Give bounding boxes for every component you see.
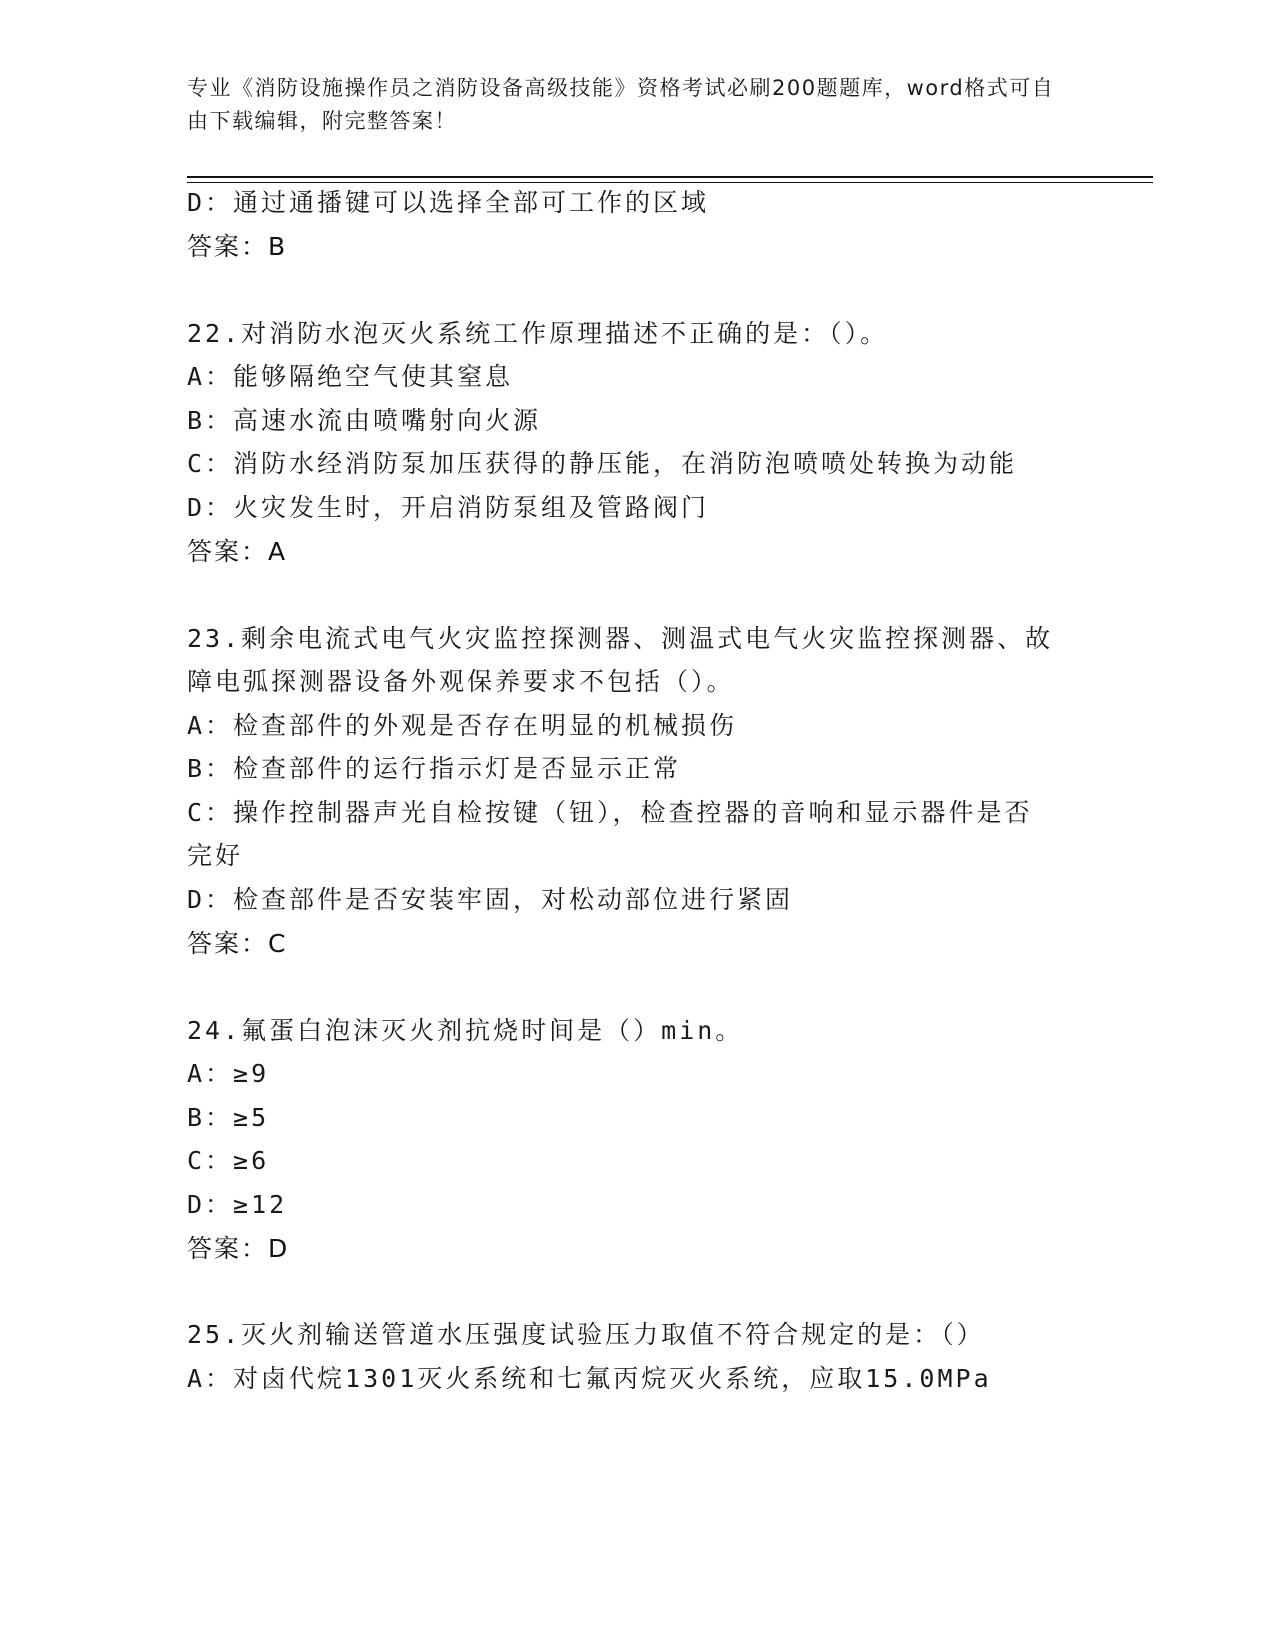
option-c: C：≥6 bbox=[187, 1146, 270, 1175]
option-b: B：检查部件的运行指示灯是否显示正常 bbox=[187, 754, 682, 783]
option-d: D：火灾发生时，开启消防泵组及管路阀门 bbox=[187, 493, 710, 522]
header-rule-thin bbox=[187, 182, 1153, 183]
option-c-continued: 完好 bbox=[187, 841, 244, 870]
prev-answer: 答案：B bbox=[187, 232, 288, 261]
option-a: A：检查部件的外观是否存在明显的机械损伤 bbox=[187, 711, 738, 740]
option-b: B：≥5 bbox=[187, 1103, 270, 1132]
option-d: D：检查部件是否安装牢固，对松动部位进行紧固 bbox=[187, 885, 794, 914]
question-stem: 23.剩余电流式电气火灾监控探测器、测温式电气火灾监控探测器、故 bbox=[187, 624, 1054, 653]
answer: 答案：A bbox=[187, 537, 288, 566]
answer: 答案：C bbox=[187, 929, 288, 958]
option-a: A：对卤代烷1301灭火系统和七氟丙烷灭火系统，应取15.0MPa bbox=[187, 1364, 992, 1393]
prev-option-d: D：通过通播键可以选择全部可工作的区域 bbox=[187, 188, 710, 217]
question-stem-continued: 障电弧探测器设备外观保养要求不包括（）。 bbox=[187, 667, 735, 696]
question-stem: 25.灭火剂输送管道水压强度试验压力取值不符合规定的是：（） bbox=[187, 1320, 985, 1349]
option-c: C：操作控制器声光自检按键（钮），检查控器的音响和显示器件是否 bbox=[187, 798, 1033, 827]
option-a: A：能够隔绝空气使其窒息 bbox=[187, 362, 514, 391]
question-stem: 24.氟蛋白泡沫灭火剂抗烧时间是（）min。 bbox=[187, 1016, 744, 1045]
option-b: B：高速水流由喷嘴射向火源 bbox=[187, 406, 542, 435]
question-stem: 22.对消防水泡灭火系统工作原理描述不正确的是：（）。 bbox=[187, 319, 889, 348]
option-c: C：消防水经消防泵加压获得的静压能，在消防泡喷喷处转换为动能 bbox=[187, 449, 1018, 478]
header-rule-thick bbox=[187, 176, 1153, 178]
document-header: 专业《消防设施操作员之消防设备高级技能》资格考试必刷200题题库，word格式可自由下载编辑，附完整答案！ bbox=[187, 76, 1055, 133]
answer: 答案：D bbox=[187, 1234, 290, 1263]
option-d: D：≥12 bbox=[187, 1190, 288, 1219]
option-a: A：≥9 bbox=[187, 1059, 270, 1088]
